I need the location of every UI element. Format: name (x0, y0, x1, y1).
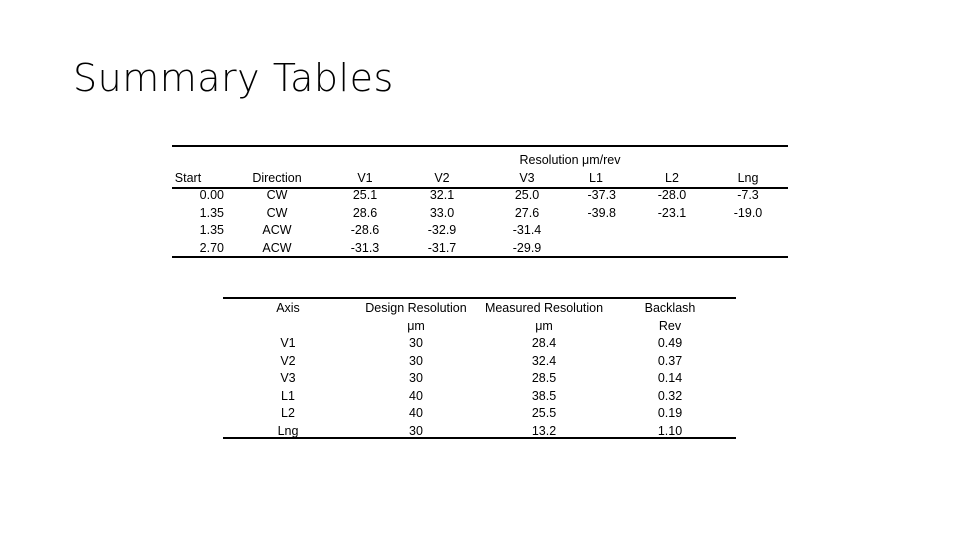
table1-header-v3: V3 (519, 171, 535, 185)
table2-cell: 1.10 (657, 423, 683, 438)
table1-cell: 0.00 (199, 188, 224, 202)
table1-cell: 25.0 (514, 188, 540, 202)
table1-header-v1: V1 (357, 171, 373, 185)
table1-header-start: Start (174, 171, 202, 185)
table2-cell: Lng (277, 423, 299, 438)
table1-cell: 33.0 (429, 205, 455, 220)
table1-cell: 32.1 (429, 188, 455, 202)
table2-cell: 0.49 (657, 336, 683, 350)
table1-cell: -28.6 (350, 223, 380, 237)
table1-cell: -23.1 (657, 205, 687, 220)
table2-cell: V3 (280, 371, 296, 385)
table1-cell: 1.35 (199, 205, 224, 220)
table1-cell: -32.9 (427, 223, 457, 237)
table2-cell: L1 (281, 388, 295, 403)
table2-header: Design Resolution (365, 301, 467, 315)
table1-cell: 28.6 (352, 205, 378, 220)
table2-cell: 28.4 (531, 336, 557, 350)
table2-cell: 28.5 (531, 371, 557, 385)
table2-header: Backlash (644, 301, 696, 315)
table1-cell: -19.0 (733, 205, 763, 220)
table2-cell: 38.5 (531, 388, 557, 403)
table1-header-v2: V2 (434, 171, 450, 185)
table2-header: Measured Resolution (484, 301, 604, 315)
table2-cell: V1 (280, 336, 296, 350)
table1-header-l2: L2 (665, 171, 679, 185)
table2-cell: V2 (280, 353, 296, 368)
table2-header: μm (535, 318, 553, 333)
table1-cell: -31.4 (512, 223, 542, 237)
table1-header-direction: Direction (252, 171, 302, 185)
table1-cell: -31.7 (427, 240, 457, 255)
table2-cell: 30 (409, 371, 423, 385)
table1-cell: -31.3 (350, 240, 380, 255)
table1-cell: 25.1 (352, 188, 378, 202)
table2-cell: 25.5 (531, 406, 557, 420)
table2-cell: 32.4 (531, 353, 557, 368)
table2-cell: L2 (281, 406, 295, 420)
table1-header-lng: Lng (737, 171, 759, 185)
table1-cell: -7.3 (737, 188, 759, 202)
table2-cell: 30 (409, 353, 423, 368)
table2-header: Rev (658, 318, 682, 333)
table2-cell: 30 (409, 423, 423, 438)
table1-group-header: Resolution μm/rev (519, 153, 621, 167)
table2-cell: 40 (409, 388, 423, 403)
table2-cell: 13.2 (531, 423, 557, 438)
slide-title: Summary Tables (73, 56, 394, 100)
table1-cell: -39.8 (587, 205, 616, 220)
table1-cell: ACW (262, 223, 292, 237)
table2-cell: 0.37 (657, 353, 683, 368)
table1-cell: -28.0 (657, 188, 687, 202)
table1-cell: 27.6 (514, 205, 540, 220)
table2-header: μm (407, 318, 425, 333)
table1-header-l1: L1 (589, 171, 603, 185)
table1-cell: -37.3 (587, 188, 616, 202)
table2-header: Axis (276, 301, 300, 315)
table1-cell: ACW (262, 240, 292, 255)
table1-cell: 2.70 (199, 240, 224, 255)
table2-cell: 40 (409, 406, 423, 420)
table2-top-rule (223, 297, 736, 299)
table2-cell: 30 (409, 336, 423, 350)
table1-cell: CW (266, 205, 288, 220)
table2-cell: 0.32 (657, 388, 683, 403)
table1-cell: -29.9 (512, 240, 542, 255)
table1-cell: CW (266, 188, 288, 202)
table1-top-rule (172, 145, 788, 147)
table1-cell: 1.35 (199, 223, 224, 237)
table2-cell: 0.19 (657, 406, 683, 420)
table2-cell: 0.14 (657, 371, 683, 385)
